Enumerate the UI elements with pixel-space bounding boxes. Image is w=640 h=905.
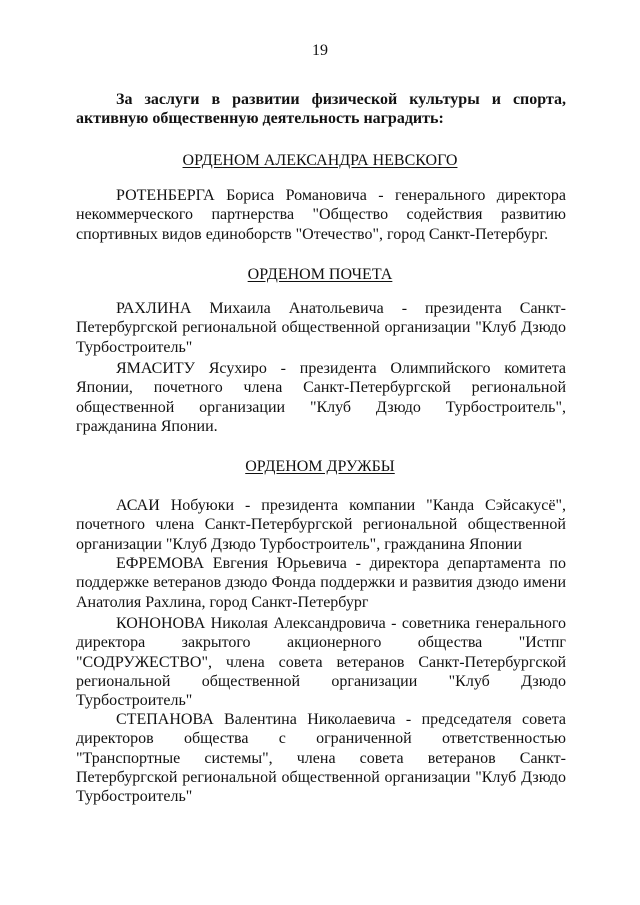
- award-entry: ЕФРЕМОВА Евгения Юрьевича - директора департамента по поддержке ветеранов дзюдо Фонда поддержки и развития дзюдо имени Анатолия Рахлина, город Санкт-Петербург: [76, 555, 566, 611]
- award-intro: За заслуги в развитии физической культуры и спорта, активную общественную деятельность наградить:: [76, 91, 566, 127]
- award-entry: КОНОНОВА Николая Александровича - советника генерального директора закрытого акционерного общества "Истпг "СОДРУЖЕСТВО", члена совета ветеранов Санкт-Петербургской региональной общественной организации "Клуб Дзюдо Турбостроитель": [76, 615, 566, 710]
- award-entry: РАХЛИНА Михаила Анатольевича - президента Санкт-Петербургской региональной общественной организации "Клуб Дзюдо Турбостроитель": [76, 300, 566, 356]
- section-heading-nevsky: ОРДЕНОМ АЛЕКСАНДРА НЕВСКОГО: [182, 152, 458, 169]
- award-entry: РОТЕНБЕРГА Бориса Романовича - генерального директора некоммерческого партнерства "Общество содействия развитию спортивных видов единоборств "Отечество", город Санкт-Петербург.: [76, 187, 566, 243]
- award-entry: АСАИ Нобуюки - президента компании "Канда Сэйсакусё", почетного члена Санкт-Петербургской региональной общественной организации "Клуб Дзюдо Турбостроитель", гражданина Японии: [76, 497, 566, 553]
- section-heading-pocheta: ОРДЕНОМ ПОЧЕТА: [247, 266, 393, 283]
- section-heading-druzhby: ОРДЕНОМ ДРУЖБЫ: [245, 458, 395, 475]
- award-entry: ЯМАСИТУ Ясухиро - президента Олимпийского комитета Японии, почетного члена Санкт-Петербургской региональной общественной организации "Клуб Дзюдо Турбостроитель", гражданина Японии.: [76, 360, 566, 435]
- award-entry: СТЕПАНОВА Валентина Николаевича - председателя совета директоров общества с ограниченной ответственностью "Транспортные системы", члена совета ветеранов Санкт-Петербургской региональной общественной организации "Клуб Дзюдо Турбостроитель": [76, 711, 566, 806]
- page-number: 19: [312, 42, 328, 59]
